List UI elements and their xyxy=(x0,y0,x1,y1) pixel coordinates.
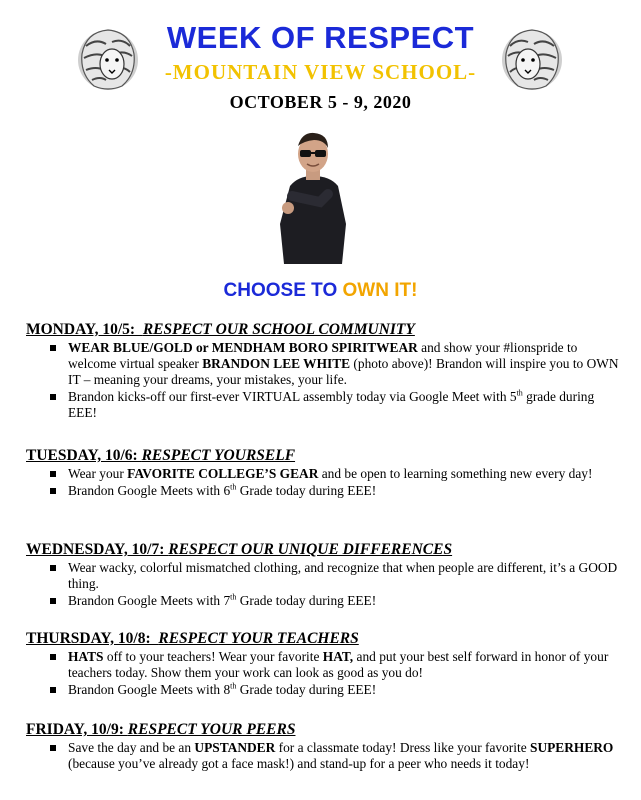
day-theme: RESPECT YOURSELF xyxy=(141,447,296,464)
event-dates: OCTOBER 5 - 9, 2020 xyxy=(229,92,412,112)
text-bold: UPSTANDER xyxy=(194,740,276,755)
day-label: TUESDAY, 10/6: xyxy=(26,447,142,464)
day-heading xyxy=(26,447,626,465)
text: Wear your xyxy=(68,466,128,481)
text: Save the day and be an xyxy=(68,740,195,755)
day-heading xyxy=(26,321,626,339)
day-heading xyxy=(26,721,626,739)
text-bold: WEAR BLUE/GOLD or MENDHAM BORO SPIRITWEAR xyxy=(68,340,418,355)
day-theme: RESPECT OUR UNIQUE DIFFERENCES xyxy=(168,541,453,558)
list-item xyxy=(26,389,626,421)
day-label: WEDNESDAY, 10/7: xyxy=(26,541,169,558)
text: Grade today during EEE! xyxy=(236,682,377,697)
day-theme: RESPECT OUR SCHOOL COMMUNITY xyxy=(142,321,415,338)
text: Wear wacky, colorful mismatched clothing, and recognize that when people are different, it’s a GOOD thing. xyxy=(68,560,618,591)
tagline-choose: CHOOSE xyxy=(223,280,306,301)
text-bold: SUPERHERO xyxy=(530,740,614,755)
header xyxy=(0,0,641,120)
list-item xyxy=(26,466,626,482)
school-subtitle: -MOUNTAIN VIEW SCHOOL- xyxy=(164,60,477,84)
day-heading xyxy=(26,630,626,648)
text: and be open to learning something new every day! xyxy=(318,466,593,481)
day-section-wednesday xyxy=(26,541,626,609)
bullet-icon xyxy=(50,471,56,477)
day-section-tuesday xyxy=(26,447,626,499)
day-label: FRIDAY, 10/9: xyxy=(26,721,128,738)
superscript: th xyxy=(230,681,237,691)
list-item xyxy=(26,740,626,772)
text-bold: HAT, xyxy=(322,649,354,664)
text: grade during EEE! xyxy=(68,389,595,420)
day-label: THURSDAY, 10/8: xyxy=(26,630,159,647)
page-title: WEEK OF RESPECT xyxy=(166,20,475,55)
bullet-icon xyxy=(50,654,56,660)
day-theme: RESPECT YOUR TEACHERS xyxy=(158,630,359,647)
text: Brandon Google Meets with 7 xyxy=(68,593,231,608)
tagline xyxy=(0,280,641,302)
list-item xyxy=(26,560,626,592)
bullet-icon xyxy=(50,745,56,751)
superscript: th xyxy=(516,388,523,398)
day-section-thursday xyxy=(26,630,626,698)
bullet-icon xyxy=(50,598,56,604)
day-label: MONDAY, 10/5: xyxy=(26,321,143,338)
tagline-to: TO xyxy=(305,280,343,301)
text: Grade today during EEE! xyxy=(236,593,377,608)
day-section-friday xyxy=(26,721,626,772)
text: off to your teachers! Wear your favorite xyxy=(103,649,323,664)
list-item xyxy=(26,593,626,609)
superscript: th xyxy=(230,482,237,492)
text: and put your best self forward in honor of your teachers today. Show them your work can look as good as you do! xyxy=(68,649,609,680)
text: Brandon Google Meets with 8 xyxy=(68,682,231,697)
text: Brandon kicks-off our first-ever VIRTUAL assembly today via Google Meet with 5 xyxy=(68,389,517,404)
text-bold: HATS xyxy=(68,649,104,664)
text: (photo above)! Brandon will inspire you to OWN IT – meaning your dreams, your mistakes, your life. xyxy=(68,356,619,387)
tagline-own-it: OWN IT! xyxy=(342,280,418,301)
text: Brandon Google Meets with 6 xyxy=(68,483,231,498)
bullet-icon xyxy=(50,394,56,400)
bullet-icon xyxy=(50,345,56,351)
list-item xyxy=(26,483,626,499)
text: for a classmate today! Dress like your favorite xyxy=(275,740,530,755)
text: Grade today during EEE! xyxy=(236,483,377,498)
day-heading xyxy=(26,541,626,559)
bullet-icon xyxy=(50,488,56,494)
speaker-photo xyxy=(268,124,358,264)
day-theme: RESPECT YOUR PEERS xyxy=(127,721,296,738)
text-bold: FAVORITE COLLEGE’S GEAR xyxy=(127,466,319,481)
text: (because you’ve already got a face mask!) and stand-up for a peer who needs it today! xyxy=(68,756,530,771)
list-item xyxy=(26,340,626,388)
bullet-icon xyxy=(50,565,56,571)
list-item xyxy=(26,682,626,698)
list-item xyxy=(26,649,626,681)
superscript: th xyxy=(230,592,237,602)
day-section-monday xyxy=(26,321,626,421)
bullet-icon xyxy=(50,687,56,693)
text: and show your #lionspride to welcome virtual speaker xyxy=(68,340,578,371)
text-bold: BRANDON LEE WHITE xyxy=(202,356,351,371)
